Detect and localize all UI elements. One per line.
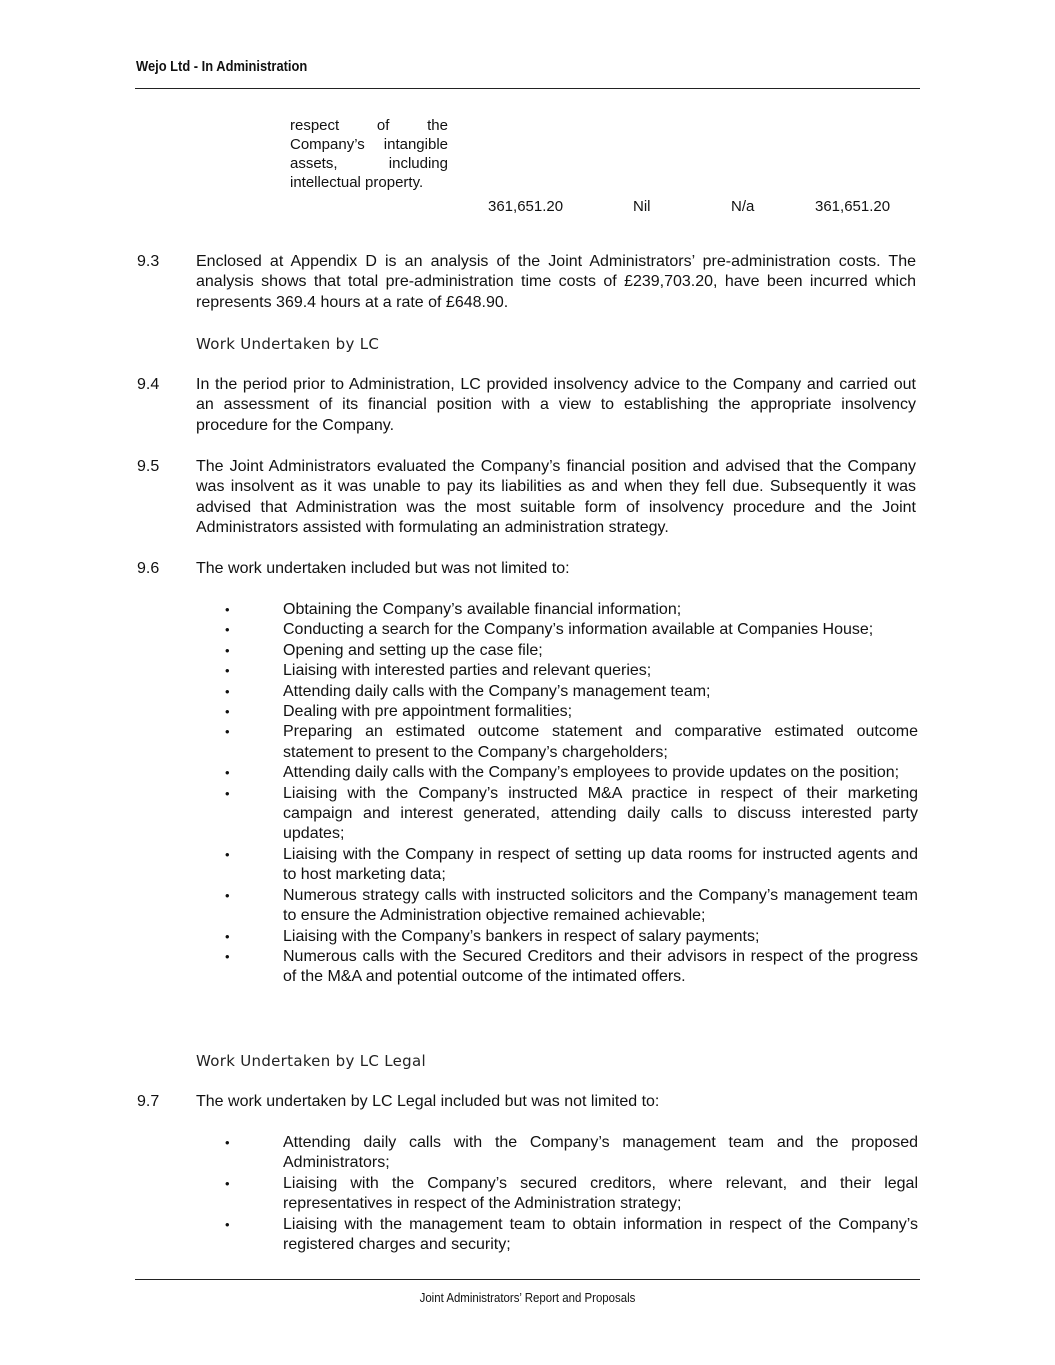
fee-value-nil: Nil xyxy=(633,198,651,215)
bullet-icon: • xyxy=(225,683,230,699)
fee-desc-line: Company’s intangible xyxy=(290,136,448,153)
header-divider xyxy=(135,88,920,89)
list-item: • Attending daily calls with the Company’s management team and the proposed Administrators; xyxy=(225,1134,918,1172)
list-item: • Obtaining the Company’s available financial information; xyxy=(220,600,918,620)
paragraph-9-3: Enclosed at Appendix D is an analysis of the Joint Administrators’ pre-administration costs. The analysis shows that total pre-administration time costs of £239,703.20, have been incurred which represents 369.4 hours at a rate of £648.90. xyxy=(196,253,916,311)
bullet-icon: • xyxy=(225,765,230,781)
bullet-icon: • xyxy=(225,704,230,720)
bullet-icon: • xyxy=(225,602,230,617)
list-item: • Conducting a search for the Company’s information available at Companies House; xyxy=(220,620,918,640)
bullet-icon: • xyxy=(225,663,230,679)
section-number: 9.5 xyxy=(137,458,160,475)
list-item: • Dealing with pre appointment formalities; xyxy=(220,702,918,722)
bullet-icon: • xyxy=(225,846,230,862)
bullet-list-9-6 xyxy=(220,600,918,988)
bullet-icon: • xyxy=(225,724,230,740)
list-item: • Numerous calls with the Secured Creditors and their advisors in respect of the progress of the M&A and potential outcome of the intimated offers. xyxy=(225,947,918,986)
bullet-icon: • xyxy=(225,622,230,638)
fee-value-total-1: 361,651.20 xyxy=(488,198,564,215)
list-item: • Opening and setting up the case file; xyxy=(220,641,918,661)
fee-value-na: N/a xyxy=(731,198,755,215)
list-item: • Preparing an estimated outcome statement and comparative estimated outcome statement to present to the Company’s chargeholders; xyxy=(225,723,918,761)
subheading-work-undertaken-lc: Work Undertaken by LC xyxy=(196,335,380,353)
bullet-icon: • xyxy=(225,642,230,658)
subheading-work-undertaken-lc-legal: Work Undertaken by LC Legal xyxy=(196,1052,426,1070)
list-item: • Attending daily calls with the Company’s employees to provide updates on the position; xyxy=(220,763,918,783)
bullet-icon: • xyxy=(225,785,230,801)
list-item: • Liaising with the Company in respect of setting up data rooms for instructed agents and to host marketing data; xyxy=(225,845,918,884)
section-number: 9.3 xyxy=(137,253,160,270)
fee-value-total-2: 361,651.20 xyxy=(815,198,891,215)
list-item: • Liaising with interested parties and relevant queries; xyxy=(220,661,918,681)
section-number: 9.6 xyxy=(137,560,160,577)
section-number: 9.7 xyxy=(137,1093,160,1110)
footer-divider xyxy=(135,1279,920,1280)
list-item: • Attending daily calls with the Company’s management team; xyxy=(220,682,918,702)
list-item: • Liaising with the management team to obtain information in respect of the Company’s registered charges and security; xyxy=(225,1215,918,1254)
bullet-icon: • xyxy=(225,948,230,964)
section-number: 9.4 xyxy=(137,376,160,393)
bullet-list-9-7 xyxy=(220,1133,918,1255)
page-header-title: Wejo Ltd - In Administration xyxy=(136,58,308,75)
list-item: • Liaising with the Company’s secured creditors, where relevant, and their legal representatives in respect of the Administration strategy; xyxy=(225,1174,918,1213)
list-item: • Liaising with the Company’s bankers in respect of salary payments; xyxy=(220,927,918,947)
fee-desc-line: intellectual property. xyxy=(290,174,424,191)
fee-desc-line: respect of the xyxy=(290,117,448,134)
list-item: • Numerous strategy calls with instructed solicitors and the Company’s management team to ensure the Administration objective remained achievable; xyxy=(225,886,918,925)
bullet-icon: • xyxy=(225,928,230,944)
bullet-icon: • xyxy=(225,1216,230,1232)
bullet-icon: • xyxy=(225,1135,230,1150)
list-item: • Liaising with the Company’s instructed M&A practice in respect of their marketing campaign and interest generated, attending daily calls to discuss interested party updates; xyxy=(225,784,918,843)
bullet-icon: • xyxy=(225,1175,230,1191)
paragraph-9-6: The work undertaken included but was not limited to: xyxy=(196,560,570,577)
bullet-icon: • xyxy=(225,887,230,903)
fee-table-description xyxy=(290,116,448,192)
paragraph-9-4: In the period prior to Administration, LC provided insolvency advice to the Company and carried out an assessment of its financial position with a view to establishing the appropriate insolvency procedure for the Company. xyxy=(196,376,916,434)
paragraph-9-7: The work undertaken by LC Legal included but was not limited to: xyxy=(196,1093,660,1110)
paragraph-9-5: The Joint Administrators evaluated the Company’s financial position and advised that the Company was insolvent as it was unable to pay its liabilities as and when they fell due. Subsequently it was advised that Administration was the most suitable form of insolvency procedure and the Joint Administrators assisted with formulating an administration strategy. xyxy=(196,458,916,537)
page-footer: Joint Administrators’ Report and Proposals xyxy=(419,1290,636,1305)
fee-desc-line: assets, including xyxy=(290,155,448,172)
